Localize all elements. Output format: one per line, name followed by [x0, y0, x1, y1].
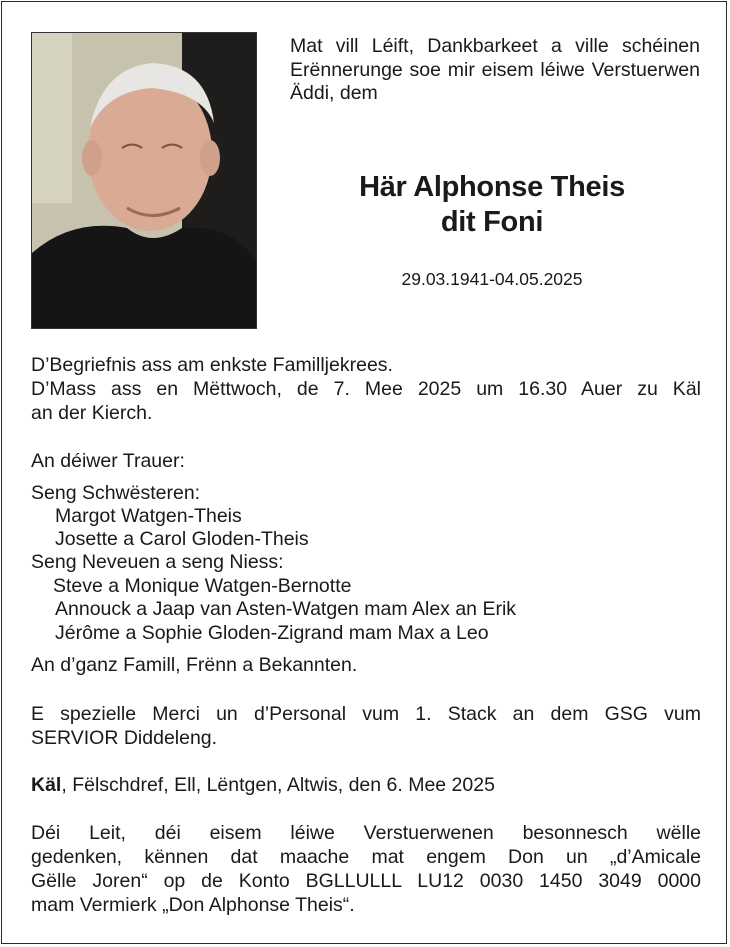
- mass-line-continued: an der Kierch.: [31, 402, 153, 424]
- donation-line: Gëlle Joren“ op de Konto BGLLULLL LU12 0030 1450 3049 0000: [31, 870, 701, 892]
- deceased-name: Här Alphonse Theis: [359, 171, 625, 203]
- portrait-image: [32, 33, 257, 329]
- nephew-entry: Annouck a Jaap van Asten-Watgen mam Alex an Erik: [55, 598, 517, 620]
- intro-text: Mat vill Léift, Dankbarkeet a ville schéinen Erënnerunge soe mir eisem léiwe Verstuerwen Äddi, dem: [290, 35, 700, 104]
- nephew-entry: Jérôme a Sophie Gloden-Zigrand mam Max a Leo: [55, 622, 489, 644]
- nephew-entry: Steve a Monique Watgen-Bernotte: [53, 575, 352, 597]
- portrait-photo: [31, 32, 257, 329]
- place-date-line: [31, 774, 495, 798]
- life-dates: 29.03.1941-04.05.2025: [401, 269, 583, 289]
- mourning-heading: An déiwer Trauer:: [31, 450, 185, 472]
- thanks-line: E spezielle Merci un d’Personal vum 1. Stack an dem GSG vum: [31, 703, 701, 725]
- nephews-heading: Seng Neveuen a seng Niess:: [31, 551, 284, 573]
- sister-entry: Margot Watgen-Theis: [55, 505, 242, 527]
- thanks-line-continued: SERVIOR Diddeleng.: [31, 727, 218, 749]
- place-date-rest: , Fëlschdref, Ell, Lëntgen, Altwis, den 6. Mee 2025: [61, 774, 495, 796]
- donation-line: mam Vermierk „Don Alphonse Theis“.: [31, 894, 355, 916]
- family-line: An d’ganz Famill, Frënn a Bekannten.: [31, 654, 358, 676]
- donation-line: gedenken, kënnen dat maache mat engem Don un „d’Amicale: [31, 846, 701, 868]
- sisters-heading: Seng Schwësteren:: [31, 482, 201, 504]
- place-name: Käl: [31, 774, 62, 796]
- donation-line: Déi Leit, déi eisem léiwe Verstuerwenen besonnesch wëlle: [31, 822, 701, 844]
- deceased-nickname: dit Foni: [440, 206, 544, 238]
- sister-entry: Josette a Carol Gloden-Theis: [55, 528, 309, 550]
- mass-line: D’Mass ass en Mëttwoch, de 7. Mee 2025 um 16.30 Auer zu Käl: [31, 378, 701, 400]
- funeral-line: D’Begriefnis ass am enkste Familljekrees.: [31, 354, 393, 376]
